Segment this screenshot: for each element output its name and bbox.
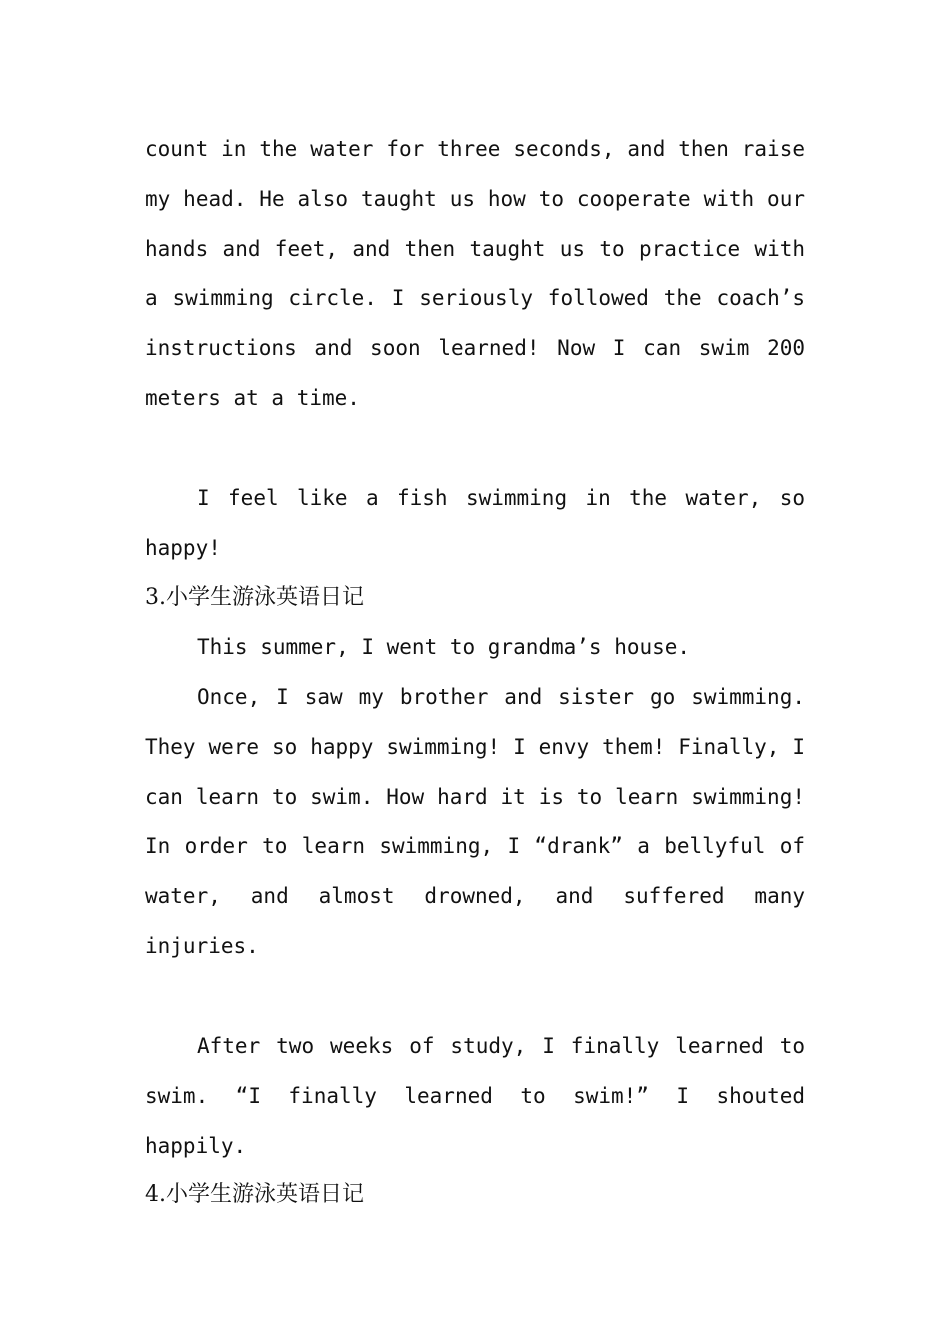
- paragraph-swimming-lesson: count in the water for three seconds, and then raise my head. He also taught us how to cooperate with our hands and feet, and then taught us to practice with a swimming circle. I seriously followed the coach’s instructions and soon learned! Now I can swim 200 meters at a time.: [145, 137, 805, 410]
- section-heading-4: 4.小学生游泳英语日记: [145, 1182, 364, 1207]
- section-heading-3: 3.小学生游泳英语日记: [145, 585, 364, 610]
- paragraph-grandma-house: This summer, I went to grandma’s house.: [197, 635, 691, 659]
- paragraph-learn-to-swim: Once, I saw my brother and sister go swimming. They were so happy swimming! I envy them! Finally, I can learn to swim. How hard it is to learn swimming! In order to learn swimming, I “drank” a bellyful of water, and almost drowned, and suffered many injuries.: [145, 685, 805, 958]
- paragraph-finally-learned: After two weeks of study, I finally learned to swim. “I finally learned to swim!” I shouted happily.: [145, 1034, 805, 1158]
- paragraph-feel-like-fish: I feel like a fish swimming in the water, so happy!: [145, 486, 805, 560]
